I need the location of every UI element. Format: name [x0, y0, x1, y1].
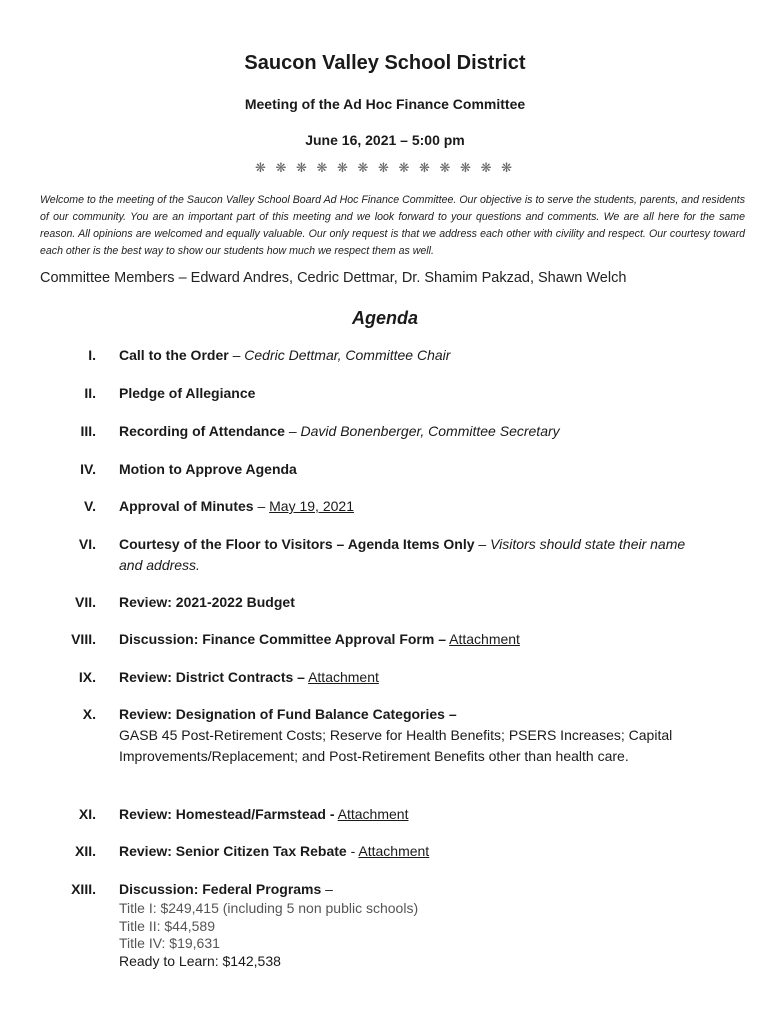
federal-program-line: Title IV: $19,631	[119, 935, 220, 951]
minutes-link[interactable]: May 19, 2021	[269, 498, 354, 514]
item-separator: –	[228, 347, 245, 363]
item-title: Review: Senior Citizen Tax Rebate	[119, 843, 347, 859]
item-number: III.	[80, 423, 96, 439]
federal-program-line: Title I: $249,415 (including 5 non public schools)	[119, 900, 419, 916]
welcome-paragraph: Welcome to the meeting of the Saucon Valley School Board Ad Hoc Finance Committee. Our objective is to serve the students, parents, and residents of our community. You are an important part of this meeting and we look forward to your questions and comments. We are all here for the same reason. All opinions are welcomed and equally valuable. Our only request is that we address each other with civility and respect. Our courtesy toward each other is the best way to show our students how much we respect them as well.	[40, 194, 745, 257]
item-note: Visitors should state their name and address.	[119, 536, 686, 573]
item-title: Discussion: Federal Programs	[119, 881, 322, 897]
meeting-subtitle: Meeting of the Ad Hoc Finance Committee	[244, 96, 526, 112]
item-number: IV.	[80, 461, 96, 477]
attachment-link[interactable]: Attachment	[337, 806, 409, 822]
item-separator: -	[346, 843, 359, 859]
item-note: David Bonenberger, Committee Secretary	[300, 423, 560, 439]
item-title: Discussion: Finance Committee Approval Form –	[119, 631, 446, 647]
item-number: XIII.	[71, 881, 96, 897]
item-separator: –	[321, 881, 333, 897]
attachment-link[interactable]: Attachment	[308, 669, 379, 685]
item-description: GASB 45 Post-Retirement Costs; Reserve for Health Benefits; PSERS Increases; Capital Improvements/Replacement; and Post-Retirement Benefits other than health care.	[119, 727, 673, 764]
attachment-link[interactable]: Attachment	[449, 631, 520, 647]
item-number: XI.	[78, 806, 96, 822]
item-number: VII.	[74, 594, 96, 610]
document-title: Saucon Valley School District	[244, 52, 526, 74]
item-number: I.	[88, 347, 96, 363]
item-title: Approval of Minutes	[119, 498, 254, 514]
item-title: Review: Homestead/Farmstead -	[119, 806, 335, 822]
item-separator: –	[474, 536, 491, 552]
meeting-date: June 16, 2021 – 5:00 pm	[305, 132, 465, 148]
item-number: X.	[82, 706, 96, 722]
item-note: Cedric Dettmar, Committee Chair	[244, 347, 451, 363]
item-number: XII.	[74, 843, 96, 859]
item-number: VI.	[78, 536, 96, 552]
item-title: Review: Designation of Fund Balance Categories –	[119, 706, 457, 722]
item-title: Motion to Approve Agenda	[119, 461, 297, 477]
federal-program-line: Title II: $44,589	[119, 917, 215, 934]
star-divider: ❋ ❋ ❋ ❋ ❋ ❋ ❋ ❋ ❋ ❋ ❋ ❋ ❋	[255, 160, 515, 175]
attachment-link[interactable]: Attachment	[358, 843, 430, 859]
item-number: V.	[84, 498, 96, 514]
item-title: Review: District Contracts –	[119, 669, 305, 685]
item-title: Pledge of Allegiance	[119, 385, 256, 401]
agenda-heading: Agenda	[351, 308, 418, 328]
committee-members: Committee Members – Edward Andres, Cedric Dettmar, Dr. Shamim Pakzad, Shawn Welch	[40, 270, 627, 286]
item-number: II.	[84, 385, 96, 401]
item-separator: –	[253, 498, 270, 514]
federal-program-line: Ready to Learn: $142,538	[119, 952, 281, 969]
item-separator: –	[284, 423, 301, 439]
item-title: Recording of Attendance	[119, 423, 285, 439]
item-number: IX.	[78, 669, 96, 685]
item-title: Review: 2021-2022 Budget	[119, 594, 295, 610]
item-number: VIII.	[71, 631, 96, 647]
item-title: Courtesy of the Floor to Visitors – Agenda Items Only	[119, 536, 475, 552]
item-title: Call to the Order	[119, 347, 229, 363]
